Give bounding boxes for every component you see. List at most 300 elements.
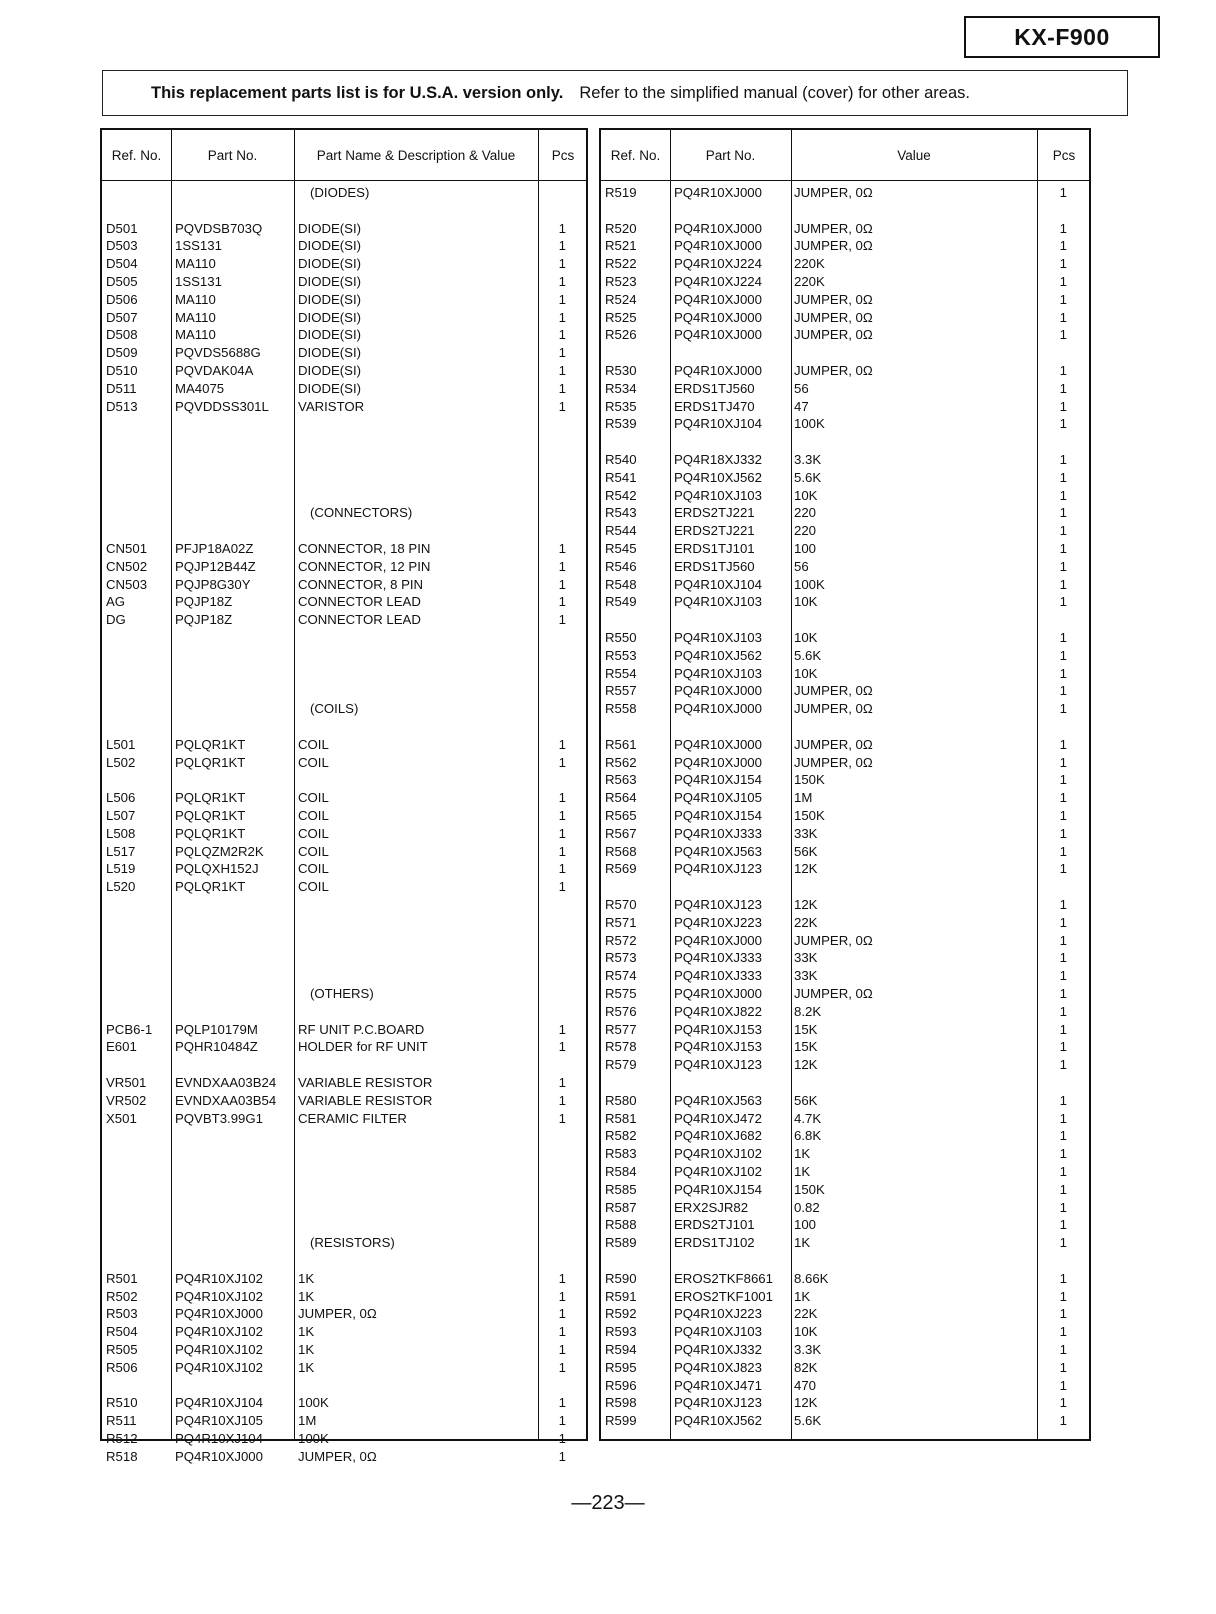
header-pcs: Pcs <box>551 147 575 163</box>
pcs-cell: 1 <box>558 1021 566 1037</box>
table-row <box>601 1412 1089 1430</box>
description-cell: JUMPER, 0Ω <box>794 309 873 325</box>
ref-no-cell: R511 <box>106 1413 137 1429</box>
pcs-cell: 1 <box>558 1342 566 1357</box>
ref-no-cell: R546 <box>605 558 637 574</box>
pcs-cell: 1 <box>558 861 566 877</box>
pcs-cell: 1 <box>1059 790 1067 806</box>
pcs-cell: 1 <box>1059 1235 1067 1251</box>
model-number-box <box>964 16 1160 58</box>
part-no-cell: ERDS2TJ101 <box>674 1217 755 1233</box>
pcs-cell: 1 <box>1059 1021 1067 1037</box>
part-no-cell: PQLQR1KT <box>175 736 246 752</box>
part-no-cell: PQ4R10XJ000 <box>674 220 762 236</box>
description-cell: COIL <box>298 736 329 752</box>
ref-no-cell: L502 <box>106 754 136 770</box>
table-row <box>102 273 586 291</box>
part-no-cell: PQ4R10XJ333 <box>674 950 762 966</box>
description-cell: 10K <box>794 1324 818 1340</box>
ref-no-cell: R522 <box>605 256 637 272</box>
part-no-cell: PQ4R10XJ333 <box>674 825 762 841</box>
description-cell: 12K <box>794 861 818 877</box>
ref-no-cell: R571 <box>605 914 637 930</box>
table-row <box>601 380 1089 398</box>
part-no-cell: PQJP8G30Y <box>175 576 251 592</box>
table-row <box>601 487 1089 505</box>
table-row <box>601 326 1089 344</box>
table-row <box>601 593 1089 611</box>
table-row <box>102 398 586 416</box>
table-row <box>601 576 1089 594</box>
description-cell: 220 <box>794 523 817 539</box>
part-no-cell: PQ4R10XJ104 <box>674 416 762 432</box>
table-row <box>601 665 1089 683</box>
ref-no-cell: R506 <box>106 1359 138 1375</box>
pcs-cell: 1 <box>1059 541 1067 556</box>
table-row <box>102 825 586 843</box>
table-row <box>601 1021 1089 1039</box>
section-heading <box>102 184 586 202</box>
table-row <box>102 736 586 754</box>
description-cell: 5.6K <box>794 1413 822 1429</box>
pcs-cell: 1 <box>558 558 566 574</box>
pcs-cell: 1 <box>1059 185 1067 200</box>
ref-no-cell: L507 <box>106 808 136 823</box>
pcs-cell: 1 <box>1059 950 1067 966</box>
part-no-cell: PQ4R10XJ224 <box>674 256 762 272</box>
ref-no-cell: R554 <box>605 665 637 681</box>
description-cell: JUMPER, 0Ω <box>794 363 873 378</box>
pcs-cell: 1 <box>1059 1003 1067 1019</box>
ref-no-cell: AG <box>106 594 126 610</box>
pcs-cell: 1 <box>1059 1342 1067 1357</box>
ref-no-cell: R592 <box>605 1306 637 1322</box>
ref-no-cell: R521 <box>605 238 637 254</box>
table-row <box>601 1127 1089 1145</box>
table-row <box>601 1003 1089 1021</box>
part-no-cell: PQ4R10XJ000 <box>674 986 762 1001</box>
table-row <box>102 611 586 629</box>
part-no-cell: PQ4R10XJ823 <box>674 1359 762 1375</box>
ref-no-cell: R580 <box>605 1092 637 1108</box>
ref-no-cell: CN503 <box>106 576 148 592</box>
description-cell: 56 <box>794 380 809 396</box>
table-row <box>601 255 1089 273</box>
table-row <box>102 1412 586 1430</box>
pcs-cell: 1 <box>558 220 566 236</box>
description-cell: 56 <box>794 558 809 574</box>
section-title: (OTHERS) <box>310 986 374 1001</box>
pcs-cell: 1 <box>558 808 566 823</box>
pcs-cell: 1 <box>558 1413 566 1429</box>
ref-no-cell: R564 <box>605 790 637 806</box>
ref-no-cell: R549 <box>605 594 637 610</box>
pcs-cell: 1 <box>1059 701 1067 717</box>
description-cell: 56K <box>794 843 818 859</box>
part-no-cell: PQVDAK04A <box>175 363 254 378</box>
notice-bold-text: This replacement parts list is for U.S.A. version only. <box>151 83 564 102</box>
part-no-cell: PQ4R10XJ000 <box>674 291 762 307</box>
part-no-cell: PQVBT3.99G1 <box>175 1110 263 1126</box>
table-row <box>601 220 1089 238</box>
pcs-cell: 1 <box>1059 1164 1067 1179</box>
table-row <box>102 291 586 309</box>
pcs-cell: 1 <box>1059 1359 1067 1375</box>
pcs-cell: 1 <box>1059 1306 1067 1322</box>
description-cell: JUMPER, 0Ω <box>794 701 873 717</box>
pcs-cell: 1 <box>1059 630 1067 645</box>
table-row <box>601 825 1089 843</box>
description-cell: 150K <box>794 808 825 823</box>
pcs-cell: 1 <box>1059 363 1067 378</box>
description-cell: 100K <box>298 1395 329 1411</box>
pcs-cell: 1 <box>1059 1377 1067 1393</box>
ref-no-cell: R520 <box>605 220 637 236</box>
header-ref-no: Ref. No. <box>610 147 661 163</box>
table-row <box>601 1056 1089 1074</box>
description-cell: 1K <box>298 1324 315 1340</box>
pcs-cell: 1 <box>1059 256 1067 272</box>
part-no-cell: ERDS1TJ101 <box>674 541 755 556</box>
part-no-cell: PQ4R10XJ103 <box>674 665 762 681</box>
table-row <box>601 415 1089 433</box>
part-no-cell: PQ4R10XJ000 <box>674 363 762 378</box>
pcs-cell: 1 <box>558 1359 566 1375</box>
ref-no-cell: R576 <box>605 1003 637 1019</box>
table-row <box>102 1305 586 1323</box>
ref-no-cell: R588 <box>605 1217 637 1233</box>
description-cell: 82K <box>794 1359 818 1375</box>
ref-no-cell: L501 <box>106 736 136 752</box>
pcs-cell: 1 <box>558 327 566 343</box>
ref-no-cell: R583 <box>605 1146 637 1162</box>
pcs-cell: 1 <box>558 309 566 325</box>
description-cell: CONNECTOR, 12 PIN <box>298 558 431 574</box>
ref-no-cell: R568 <box>605 843 637 859</box>
part-no-cell: PQ4R10XJ472 <box>674 1110 762 1126</box>
pcs-cell: 1 <box>1059 1181 1067 1197</box>
ref-no-cell: R599 <box>605 1413 637 1429</box>
description-cell: JUMPER, 0Ω <box>794 220 873 236</box>
table-row <box>601 1110 1089 1128</box>
description-cell: 5.6K <box>794 469 822 485</box>
pcs-cell: 1 <box>1059 914 1067 930</box>
table-row <box>102 878 586 896</box>
pcs-cell: 1 <box>558 576 566 592</box>
ref-no-cell: R598 <box>605 1395 637 1411</box>
table-row <box>601 1323 1089 1341</box>
part-no-cell: PQ4R10XJ000 <box>674 683 762 699</box>
part-no-cell: PQ4R10XJ105 <box>674 790 762 806</box>
ref-no-cell: R525 <box>605 309 637 325</box>
ref-no-cell: R505 <box>106 1342 138 1357</box>
table-row <box>601 682 1089 700</box>
description-cell: 1K <box>794 1235 811 1251</box>
ref-no-cell: E601 <box>106 1039 137 1055</box>
ref-no-cell: R543 <box>605 505 637 521</box>
header-value: Value <box>897 147 931 163</box>
part-no-cell: PQ4R10XJ103 <box>674 487 762 503</box>
pcs-cell: 1 <box>1059 469 1067 485</box>
description-cell: 100K <box>794 416 825 432</box>
table-row <box>601 1270 1089 1288</box>
table-row <box>601 1181 1089 1199</box>
part-no-cell: PQLQR1KT <box>175 879 246 895</box>
description-cell: JUMPER, 0Ω <box>794 986 873 1001</box>
pcs-cell: 1 <box>558 754 566 770</box>
pcs-cell: 1 <box>558 398 566 414</box>
part-no-cell: PQ4R10XJ562 <box>674 469 762 485</box>
description-cell: COIL <box>298 790 329 806</box>
table-row <box>601 398 1089 416</box>
description-cell: 1K <box>794 1164 811 1179</box>
table-row <box>601 789 1089 807</box>
part-no-cell: PQ4R10XJ000 <box>674 932 762 948</box>
description-cell: 47 <box>794 398 809 414</box>
table-row <box>601 949 1089 967</box>
table-row <box>601 469 1089 487</box>
ref-no-cell: D509 <box>106 345 138 361</box>
pcs-cell: 1 <box>1059 843 1067 859</box>
description-cell: JUMPER, 0Ω <box>298 1306 377 1322</box>
page-number: —223— <box>571 1492 645 1514</box>
table-row <box>102 255 586 273</box>
ref-no-cell: R582 <box>605 1128 637 1144</box>
description-cell: COIL <box>298 754 329 770</box>
description-cell: 10K <box>794 630 818 645</box>
table-row <box>601 985 1089 1003</box>
ref-no-cell: R563 <box>605 772 637 788</box>
description-cell: 1K <box>794 1288 811 1304</box>
description-cell: VARIABLE RESISTOR <box>298 1092 433 1108</box>
description-cell: 6.8K <box>794 1128 822 1144</box>
description-cell: 3.3K <box>794 1342 822 1357</box>
table-row <box>601 558 1089 576</box>
ref-no-cell: VR502 <box>106 1092 147 1108</box>
table-row <box>601 896 1089 914</box>
table-row <box>601 1216 1089 1234</box>
description-cell: DIODE(SI) <box>298 291 362 307</box>
pcs-cell: 1 <box>558 1092 566 1108</box>
header-ref-no: Ref. No. <box>111 147 162 163</box>
ref-no-cell: R545 <box>605 541 637 556</box>
description-cell: 220K <box>794 256 825 272</box>
ref-no-cell: D510 <box>106 363 138 378</box>
pcs-cell: 1 <box>558 1270 566 1286</box>
table-row <box>102 540 586 558</box>
description-cell: 0.82 <box>794 1199 820 1215</box>
description-cell: CERAMIC FILTER <box>298 1110 407 1126</box>
table-row <box>102 1359 586 1377</box>
section-title: (RESISTORS) <box>310 1235 395 1251</box>
pcs-cell: 1 <box>558 843 566 859</box>
table-row <box>102 1288 586 1306</box>
table-row <box>102 380 586 398</box>
description-cell: DIODE(SI) <box>298 327 362 343</box>
right-parts-table <box>599 128 1091 1441</box>
pcs-cell: 1 <box>1059 1324 1067 1340</box>
part-no-cell: PQ4R10XJ562 <box>674 647 762 663</box>
table-row <box>102 754 586 772</box>
part-no-cell: PFJP18A02Z <box>175 541 254 556</box>
ref-no-cell: R542 <box>605 487 637 503</box>
pcs-cell: 1 <box>558 1431 566 1446</box>
table-row <box>601 700 1089 718</box>
pcs-cell: 1 <box>558 380 566 396</box>
part-no-cell: PQ4R10XJ102 <box>674 1146 762 1162</box>
ref-no-cell: R565 <box>605 808 637 823</box>
part-no-cell: PQ4R10XJ102 <box>175 1342 263 1357</box>
pcs-cell: 1 <box>558 790 566 806</box>
ref-no-cell: R573 <box>605 950 637 966</box>
table-row <box>601 843 1089 861</box>
part-no-cell: PQ4R10XJ000 <box>674 327 762 343</box>
part-no-cell: PQ4R10XJ000 <box>175 1306 263 1322</box>
ref-no-cell: CN502 <box>106 558 148 574</box>
pcs-cell: 1 <box>1059 238 1067 254</box>
pcs-cell: 1 <box>1059 505 1067 521</box>
ref-no-cell: R502 <box>106 1288 138 1304</box>
description-cell: 3.3K <box>794 452 822 467</box>
part-no-cell: PQJP18Z <box>175 612 233 628</box>
part-no-cell: PQ4R10XJ102 <box>175 1359 263 1375</box>
pcs-cell: 1 <box>1059 986 1067 1001</box>
ref-no-cell: R504 <box>106 1324 138 1340</box>
description-cell: 470 <box>794 1377 817 1393</box>
table-row <box>601 291 1089 309</box>
section-title: (CONNECTORS) <box>310 505 413 521</box>
description-cell: 1K <box>298 1342 315 1357</box>
table-row <box>102 326 586 344</box>
description-cell: JUMPER, 0Ω <box>794 185 873 200</box>
part-no-cell: PQ4R10XJ104 <box>175 1395 263 1411</box>
description-cell: DIODE(SI) <box>298 256 362 272</box>
part-no-cell: PQ4R10XJ333 <box>674 968 762 984</box>
table-row <box>601 1199 1089 1217</box>
pcs-cell: 1 <box>558 1075 566 1090</box>
part-no-cell: EVNDXAA03B54 <box>175 1092 277 1108</box>
description-cell: CONNECTOR LEAD <box>298 612 421 628</box>
ref-no-cell: R585 <box>605 1181 637 1197</box>
table-row <box>601 362 1089 380</box>
part-no-cell: ERDS2TJ221 <box>674 505 755 521</box>
part-no-cell: PQLQXH152J <box>175 861 259 877</box>
ref-no-cell: D504 <box>106 256 138 272</box>
ref-no-cell: R570 <box>605 897 637 912</box>
ref-no-cell: R524 <box>605 291 637 307</box>
ref-no-cell: DG <box>106 612 126 628</box>
ref-no-cell: R510 <box>106 1395 138 1411</box>
pcs-cell: 1 <box>1059 452 1067 467</box>
table-row <box>102 309 586 327</box>
ref-no-cell: R584 <box>605 1164 637 1179</box>
ref-no-cell: R540 <box>605 452 637 467</box>
pcs-cell: 1 <box>1059 1092 1067 1108</box>
part-no-cell: EROS2TKF8661 <box>674 1270 773 1286</box>
part-no-cell: PQLP10179M <box>175 1021 258 1037</box>
header-part-no: Part No. <box>207 147 258 163</box>
pcs-cell: 1 <box>558 541 566 556</box>
description-cell: VARISTOR <box>298 398 365 414</box>
pcs-cell: 1 <box>558 274 566 289</box>
description-cell: 8.2K <box>794 1003 822 1019</box>
description-cell: 150K <box>794 1181 825 1197</box>
ref-no-cell: R578 <box>605 1039 637 1055</box>
description-cell: 33K <box>794 968 818 984</box>
pcs-cell: 1 <box>1059 647 1067 663</box>
part-no-cell: PQ4R10XJ223 <box>674 914 762 930</box>
description-cell: 4.7K <box>794 1110 822 1126</box>
pcs-cell: 1 <box>1059 861 1067 877</box>
description-cell: DIODE(SI) <box>298 220 362 236</box>
ref-no-cell: L519 <box>106 861 136 877</box>
section-heading <box>102 700 586 718</box>
ref-no-cell: R595 <box>605 1359 637 1375</box>
description-cell: JUMPER, 0Ω <box>794 932 873 948</box>
pcs-cell: 1 <box>1059 1413 1067 1429</box>
part-no-cell: PQVDDSS301L <box>175 398 269 414</box>
ref-no-cell: D507 <box>106 309 138 325</box>
part-no-cell: PQ4R10XJ123 <box>674 1395 762 1411</box>
table-row <box>601 184 1089 202</box>
ref-no-cell: R518 <box>106 1448 138 1464</box>
description-cell: 22K <box>794 914 818 930</box>
description-cell: 1K <box>298 1359 315 1375</box>
ref-no-cell: R512 <box>106 1431 138 1446</box>
table-row <box>601 1234 1089 1252</box>
description-cell: 1M <box>794 790 813 806</box>
pcs-cell: 1 <box>558 1324 566 1340</box>
ref-no-cell: R579 <box>605 1057 637 1073</box>
part-no-cell: PQ4R10XJ153 <box>674 1039 762 1055</box>
model-number: KX-F900 <box>1014 23 1110 50</box>
table-row <box>601 273 1089 291</box>
pcs-cell: 1 <box>1059 968 1067 984</box>
table-row <box>102 1394 586 1412</box>
part-no-cell: PQ4R10XJ562 <box>674 1413 762 1429</box>
part-no-cell: PQ4R10XJ000 <box>674 309 762 325</box>
pcs-cell: 1 <box>558 363 566 378</box>
ref-no-cell: L517 <box>106 843 136 859</box>
description-cell: JUMPER, 0Ω <box>794 683 873 699</box>
description-cell: DIODE(SI) <box>298 380 362 396</box>
ref-no-cell: R572 <box>605 932 637 948</box>
description-cell: 10K <box>794 487 818 503</box>
description-cell: 56K <box>794 1092 818 1108</box>
pcs-cell: 1 <box>558 879 566 895</box>
table-row <box>601 771 1089 789</box>
description-cell: JUMPER, 0Ω <box>794 291 873 307</box>
pcs-cell: 1 <box>1059 1288 1067 1304</box>
part-no-cell: PQ4R10XJ105 <box>175 1413 263 1429</box>
description-cell: 100 <box>794 1217 817 1233</box>
description-cell: COIL <box>298 879 329 895</box>
ref-no-cell: D508 <box>106 327 138 343</box>
description-cell: HOLDER for RF UNIT <box>298 1039 428 1055</box>
part-no-cell: PQ4R10XJ563 <box>674 843 762 859</box>
table-row <box>102 344 586 362</box>
pcs-cell: 1 <box>1059 772 1067 788</box>
pcs-cell: 1 <box>558 256 566 272</box>
table-row <box>601 522 1089 540</box>
ref-no-cell: R535 <box>605 398 637 414</box>
ref-no-cell: R557 <box>605 683 637 699</box>
pcs-cell: 1 <box>1059 1057 1067 1073</box>
version-notice <box>102 70 1128 116</box>
part-no-cell: PQ4R10XJ682 <box>674 1128 762 1144</box>
table-row <box>601 736 1089 754</box>
part-no-cell: EROS2TKF1001 <box>674 1288 773 1304</box>
